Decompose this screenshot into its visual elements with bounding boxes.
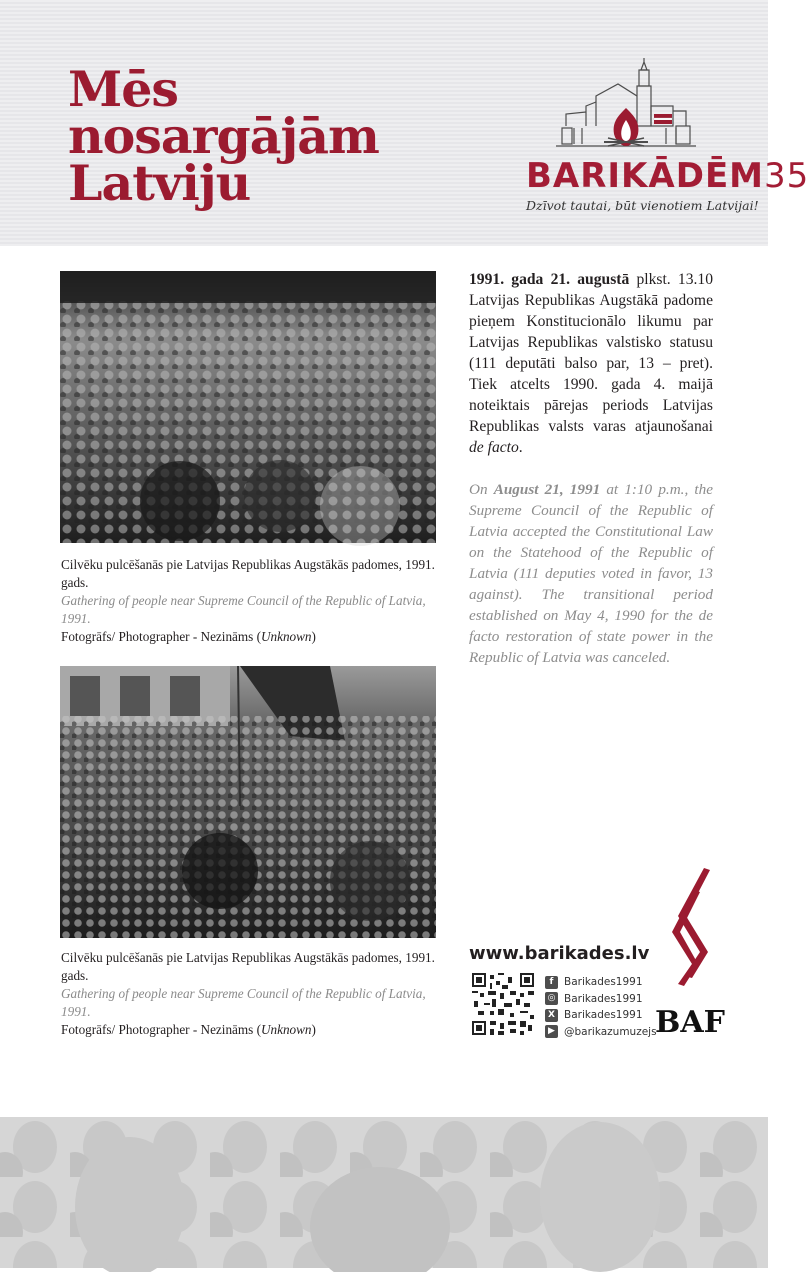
header-band (0, 0, 809, 246)
credit-prefix: Fotogrāfs/ Photographer - Nezināms ( (61, 629, 261, 644)
date-english: August 21, 1991 (493, 481, 601, 498)
facebook-icon: f (545, 976, 558, 989)
social-label: Barikades1991 (564, 1009, 643, 1021)
social-links (545, 974, 657, 1040)
logo-illustration (526, 56, 726, 156)
logo-name: BARIKĀDĒM (526, 156, 765, 196)
photo-credit (61, 628, 441, 646)
caption-latvian: Cilvēku pulcēšanās pie Latvijas Republikas Augstākās padomes, 1991. gads. (61, 950, 435, 983)
description-latvian (469, 269, 713, 458)
logo-number: 35 (764, 156, 809, 196)
social-x[interactable] (545, 1007, 657, 1023)
social-label: Barikades1991 (564, 976, 643, 988)
qr-code (472, 973, 534, 1035)
title-line-1: Mēs (68, 60, 179, 118)
body-english-prefix: On (469, 481, 494, 498)
archival-photo-crowd-2 (60, 666, 436, 938)
social-facebook[interactable] (545, 974, 657, 990)
credit-unknown: Unknown (260, 629, 312, 644)
barikadem35-logo (526, 56, 809, 220)
x-icon: X (545, 1009, 558, 1022)
description-english (469, 479, 713, 668)
faded-crowd-photo (0, 1117, 768, 1268)
social-youtube[interactable] (545, 1024, 657, 1040)
body-latvian-end: . (518, 439, 523, 456)
website-link[interactable]: www.barikades.lv (469, 943, 650, 964)
youtube-icon: ▶ (545, 1025, 558, 1038)
social-instagram[interactable] (545, 991, 657, 1007)
term-de-facto: de facto (469, 439, 519, 456)
credit-suffix: ) (311, 629, 316, 644)
logo-motto: Dzīvot tautai, būt vienotiem Latvijai! (526, 198, 759, 213)
instagram-icon: ◎ (545, 992, 558, 1005)
credit-unknown: Unknown (260, 1022, 312, 1037)
photo-1-caption (61, 556, 441, 646)
archival-photo-crowd-1 (60, 271, 436, 543)
caption-english: Gathering of people near Supreme Council of the Republic of Latvia, 1991. (61, 593, 426, 626)
caption-latvian: Cilvēku pulcēšanās pie Latvijas Republikas Augstākās padomes, 1991. gads. (61, 557, 435, 590)
title-line-3: Latviju (68, 154, 251, 212)
credit-prefix: Fotogrāfs/ Photographer - Nezināms ( (61, 1022, 261, 1037)
body-english: at 1:10 p.m., the Supreme Council of the Republic of Latvia accepted the Constitutional Law on the Statehood of the Republic of Latvia (111 deputies voted in favor, 13 against). The transitional period established on May 4, 1990 for the de facto restoration of state power in the Republic of Latvia was canceled. (469, 481, 713, 666)
social-label: Barikades1991 (564, 992, 643, 1005)
credit-suffix: ) (311, 1022, 316, 1037)
date-latvian: 1991. gada 21. augustā (469, 271, 630, 288)
photo-credit (61, 1021, 441, 1039)
baf-wordmark: BAF (655, 1005, 725, 1040)
caption-english: Gathering of people near Supreme Council of the Republic of Latvia, 1991. (61, 986, 426, 1019)
body-latvian: plkst. 13.10 Latvijas Republikas Augstākā padome pieņem Konstitucionālo likumu par Latvijas Republikas valstisko statusu (111 deputāti balso par, 13 – pret). Tiek atcelts 1990. gada 4. maijā noteiktais pārejas periods Latvijas Republikas valsts varas atjaunošanai (469, 271, 713, 435)
title-line-2: nosargājām (68, 107, 379, 165)
logo-wordmark (526, 156, 809, 196)
photo-2-caption (61, 949, 441, 1039)
social-label: @barikazumuzejs (564, 1025, 657, 1038)
baf-logo (655, 866, 725, 1040)
page-title (68, 60, 379, 212)
